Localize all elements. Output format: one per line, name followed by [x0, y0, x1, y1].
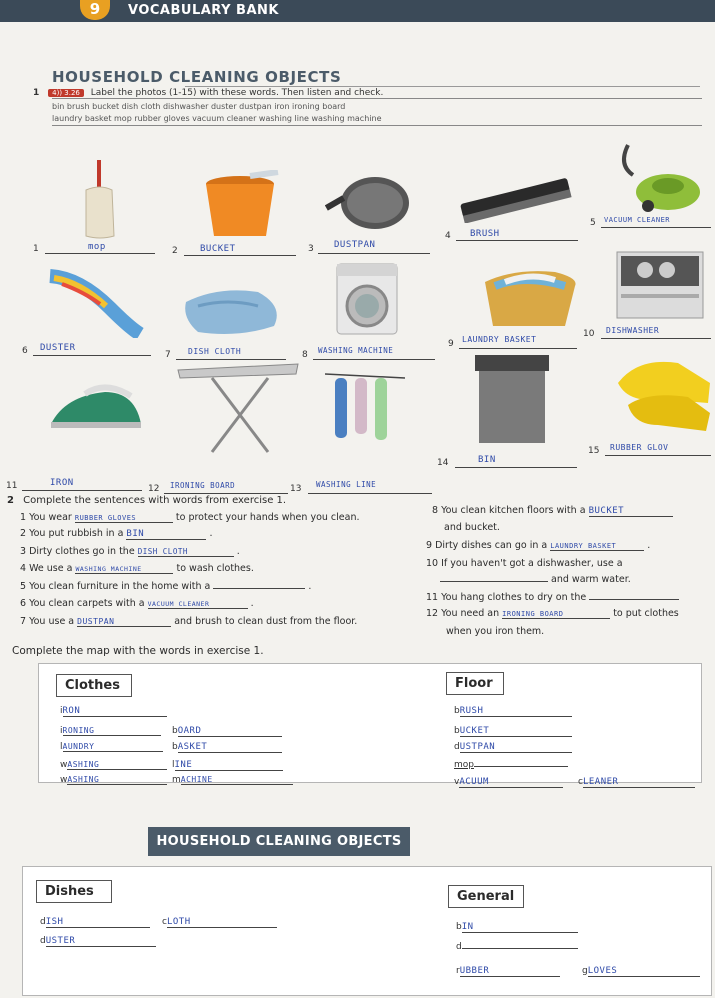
ex2-3-num: 3: [20, 546, 27, 557]
label-10-answer: DISHWASHER: [606, 326, 660, 335]
label-15-answer: RUBBER GLOV: [610, 443, 669, 452]
label-13-number: 13: [290, 484, 302, 494]
label-2-number: 2: [172, 246, 178, 256]
ex2-sentence-5: [20, 581, 311, 592]
label-9-answer: LAUNDRY BASKET: [462, 335, 537, 344]
exercise2-number: 2: [7, 495, 14, 506]
label-1-answer: mop: [88, 242, 106, 252]
audio-track-badge: 4)) 3.26: [48, 89, 84, 97]
photo-iron: [45, 378, 145, 436]
ex2-sentence-8: [432, 505, 673, 517]
ex2-3-after: .: [236, 546, 240, 557]
label-14-blank: [455, 458, 577, 468]
ex2-11-num: 11: [426, 592, 439, 603]
exercise2-text: Complete the sentences with words from exercise 1.: [23, 495, 287, 506]
ex2-4-num: 4: [20, 563, 27, 574]
ex2-9-num: 9: [426, 540, 433, 551]
exercise1-text: Label the photos (1-15) with these words. Then listen and check.: [90, 88, 384, 98]
floor-cell-1: bRUSH: [454, 706, 572, 717]
label-3-number: 3: [308, 244, 314, 254]
page-heading: HOUSEHOLD CLEANING OBJECTS: [52, 68, 342, 86]
ex2-sentence-12-cont: when you iron them.: [446, 626, 545, 637]
label-12-answer: IRONING BOARD: [170, 481, 236, 490]
ex2-10-answer: [440, 581, 548, 582]
banner-title: VOCABULARY BANK: [128, 3, 279, 18]
label-6-number: 6: [22, 346, 28, 356]
label-5-number: 5: [590, 218, 596, 228]
word-bank-line-1: bin brush bucket dish cloth dishwasher duster dustpan iron ironing board: [52, 102, 346, 111]
dishes-cell-3: dUSTER: [40, 936, 156, 947]
label-1-number: 1: [33, 244, 39, 254]
label-12-number: 12: [148, 484, 160, 494]
floor-cell-3: dUSTPAN: [454, 742, 572, 753]
dishes-cell-1: dISH: [40, 917, 150, 928]
clothes-cell-2: iRONING: [60, 726, 161, 736]
ex2-10-cont: and warm water.: [551, 574, 631, 585]
ex2-2-before: You put rubbish in a: [29, 528, 124, 539]
photo-dishwasher: [615, 250, 705, 320]
ex2-12-num: 12: [426, 608, 439, 619]
label-7-number: 7: [165, 350, 171, 360]
ex2-8-num: 8: [432, 505, 439, 516]
ex2-sentence-6: [20, 598, 254, 609]
map-center-banner: HOUSEHOLD CLEANING OBJECTS: [148, 827, 410, 856]
label-15-number: 15: [588, 446, 600, 456]
ex2-sentence-7: [20, 616, 357, 627]
ex2-4-before: We use a: [29, 563, 73, 574]
word-bank: [52, 98, 702, 126]
ex2-sentence-9: 9 Dirty dishes can go in a LAUNDRY BASKET .: [426, 540, 651, 551]
ex2-sentence-12: [426, 608, 679, 619]
label-14-number: 14: [437, 458, 449, 468]
clothes-cell-5: bASKET: [172, 742, 282, 753]
general-cell-3: rUBBER: [456, 966, 560, 977]
clothes-cell-3: bOARD: [172, 726, 282, 737]
general-cell-4: gLOVES: [582, 966, 700, 977]
ex2-sentence-10: [426, 558, 623, 569]
ex2-9-before: Dirty dishes can go in a: [435, 540, 548, 551]
general-cell-2: d: [456, 942, 578, 952]
ex2-6-num: 6: [20, 598, 27, 609]
ex2-12-after: to put clothes: [613, 608, 679, 619]
label-11-number: 11: [6, 481, 18, 491]
ex2-7-after: and brush to clean dust from the floor.: [174, 616, 358, 627]
label-9-number: 9: [448, 339, 454, 349]
dishes-cell-2: cLOTH: [162, 917, 277, 928]
exercise1-number: 1: [33, 88, 40, 98]
label-8-answer: WASHING MACHINE: [318, 346, 394, 355]
clothes-cell-4: lAUNDRY: [60, 742, 163, 752]
ex2-8-answer: BUCKET: [589, 506, 673, 517]
ex2-1-after: to protect your hands when you clean.: [175, 512, 360, 523]
label-4-number: 4: [445, 231, 451, 241]
ex2-6-answer: VACUUM CLEANER: [148, 600, 248, 609]
ex2-7-num: 7: [20, 616, 27, 627]
exercise2-instruction: [7, 495, 286, 506]
clothes-cell-8: wASHING: [60, 775, 167, 785]
general-cell-1: bIN: [456, 922, 578, 933]
photo-dustpan: [325, 168, 410, 238]
ex2-10-before: If you haven't got a dishwasher, use a: [441, 558, 623, 569]
ex2-5-answer: [213, 588, 305, 589]
ex2-sentence-11: [426, 592, 679, 603]
ex2-10-num: 10: [426, 558, 439, 569]
ex2-sentence-1: [20, 512, 360, 523]
photo-washing-machine: [335, 262, 399, 336]
floor-cell-5: vACUUM: [454, 777, 563, 788]
ex2-sentence-4: [20, 563, 254, 574]
floor-cell-4: mop: [454, 760, 568, 770]
ex2-11-answer: [589, 599, 679, 600]
label-14-answer: BIN: [478, 455, 496, 465]
ex2-12-answer: IRONING BOARD: [502, 610, 610, 619]
ex2-6-before: You clean carpets with a: [29, 598, 145, 609]
ex2-5-before: You clean furniture in the home with a: [29, 581, 211, 592]
ex2-2-answer: BIN: [126, 529, 206, 540]
unit-badge: 9: [80, 0, 110, 20]
ex2-12-before: You need an: [441, 608, 500, 619]
ex2-5-num: 5: [20, 581, 27, 592]
photo-washing-line: [325, 366, 405, 446]
photo-ironing-board: [172, 360, 302, 460]
photo-laundry-basket: [475, 268, 585, 330]
exercise1-instruction: [33, 88, 383, 98]
clothes-title: Clothes: [56, 674, 132, 697]
ex2-sentence-10-cont: [440, 574, 631, 585]
clothes-cell-9: mACHINE: [172, 775, 293, 785]
photo-dish-cloth: [178, 282, 288, 340]
heading-rule: [185, 86, 700, 87]
ex2-2-after: .: [209, 528, 213, 539]
photo-bucket: [200, 170, 280, 240]
photo-duster: [40, 268, 150, 338]
label-5-answer: VACUUM CLEANER: [604, 216, 671, 224]
ex2-7-before: You use a: [29, 616, 75, 627]
floor-title: Floor: [446, 672, 504, 695]
ex2-1-answer: RUBBER GLOVES: [75, 514, 173, 523]
label-11-answer: IRON: [50, 478, 74, 488]
ex2-4-after: to wash clothes.: [176, 563, 254, 574]
floor-cell-6: cLEANER: [578, 777, 695, 788]
label-7-answer: DISH CLOTH: [188, 347, 242, 356]
label-4-answer: BRUSH: [470, 229, 500, 239]
photo-vacuum-cleaner: [608, 140, 703, 215]
ex2-3-before: Dirty clothes go in the: [29, 546, 135, 557]
photo-rubber-gloves: [598, 353, 713, 433]
ex2-4-answer: WASHING MACHINE: [75, 565, 173, 574]
photo-brush: [440, 178, 580, 223]
clothes-cell-1: iRON: [60, 706, 167, 717]
floor-cell-2: bUCKET: [454, 726, 572, 737]
photo-mop: [80, 160, 120, 240]
ex2-9-answer: LAUNDRY BASKET: [550, 542, 644, 551]
ex2-5-after: .: [308, 581, 312, 592]
ex2-6-after: .: [250, 598, 254, 609]
ex2-11-before: You hang clothes to dry on the: [441, 592, 587, 603]
ex2-1-num: 1: [20, 512, 27, 523]
label-13-answer: WASHING LINE: [316, 480, 377, 489]
ex2-sentence-2: [20, 528, 212, 540]
ex2-7-answer: DUSTPAN: [77, 617, 171, 627]
label-8-number: 8: [302, 350, 308, 360]
label-10-number: 10: [583, 329, 595, 339]
ex2-sentence-8-cont: and bucket.: [444, 522, 500, 533]
dishes-title: Dishes: [36, 880, 112, 903]
photo-bin: [473, 353, 551, 445]
ex2-1-before: You wear: [29, 512, 72, 523]
clothes-cell-6: wASHING: [60, 760, 167, 770]
word-bank-line-2: laundry basket mop rubber gloves vacuum cleaner washing line washing machine: [52, 114, 382, 123]
ex2-8-before: You clean kitchen floors with a: [441, 505, 586, 516]
label-11-blank: [22, 481, 142, 491]
ex2-sentence-3: [20, 546, 240, 557]
ex2-2-num: 2: [20, 528, 27, 539]
general-title: General: [448, 885, 524, 908]
clothes-cell-7: lINE: [172, 760, 283, 771]
exercise3-instruction: Complete the map with the words in exercise 1.: [12, 645, 264, 657]
ex2-3-answer: DISH CLOTH: [138, 547, 234, 557]
label-2-answer: BUCKET: [200, 244, 236, 254]
label-3-answer: DUSTPAN: [334, 240, 376, 250]
label-6-answer: DUSTER: [40, 343, 76, 353]
